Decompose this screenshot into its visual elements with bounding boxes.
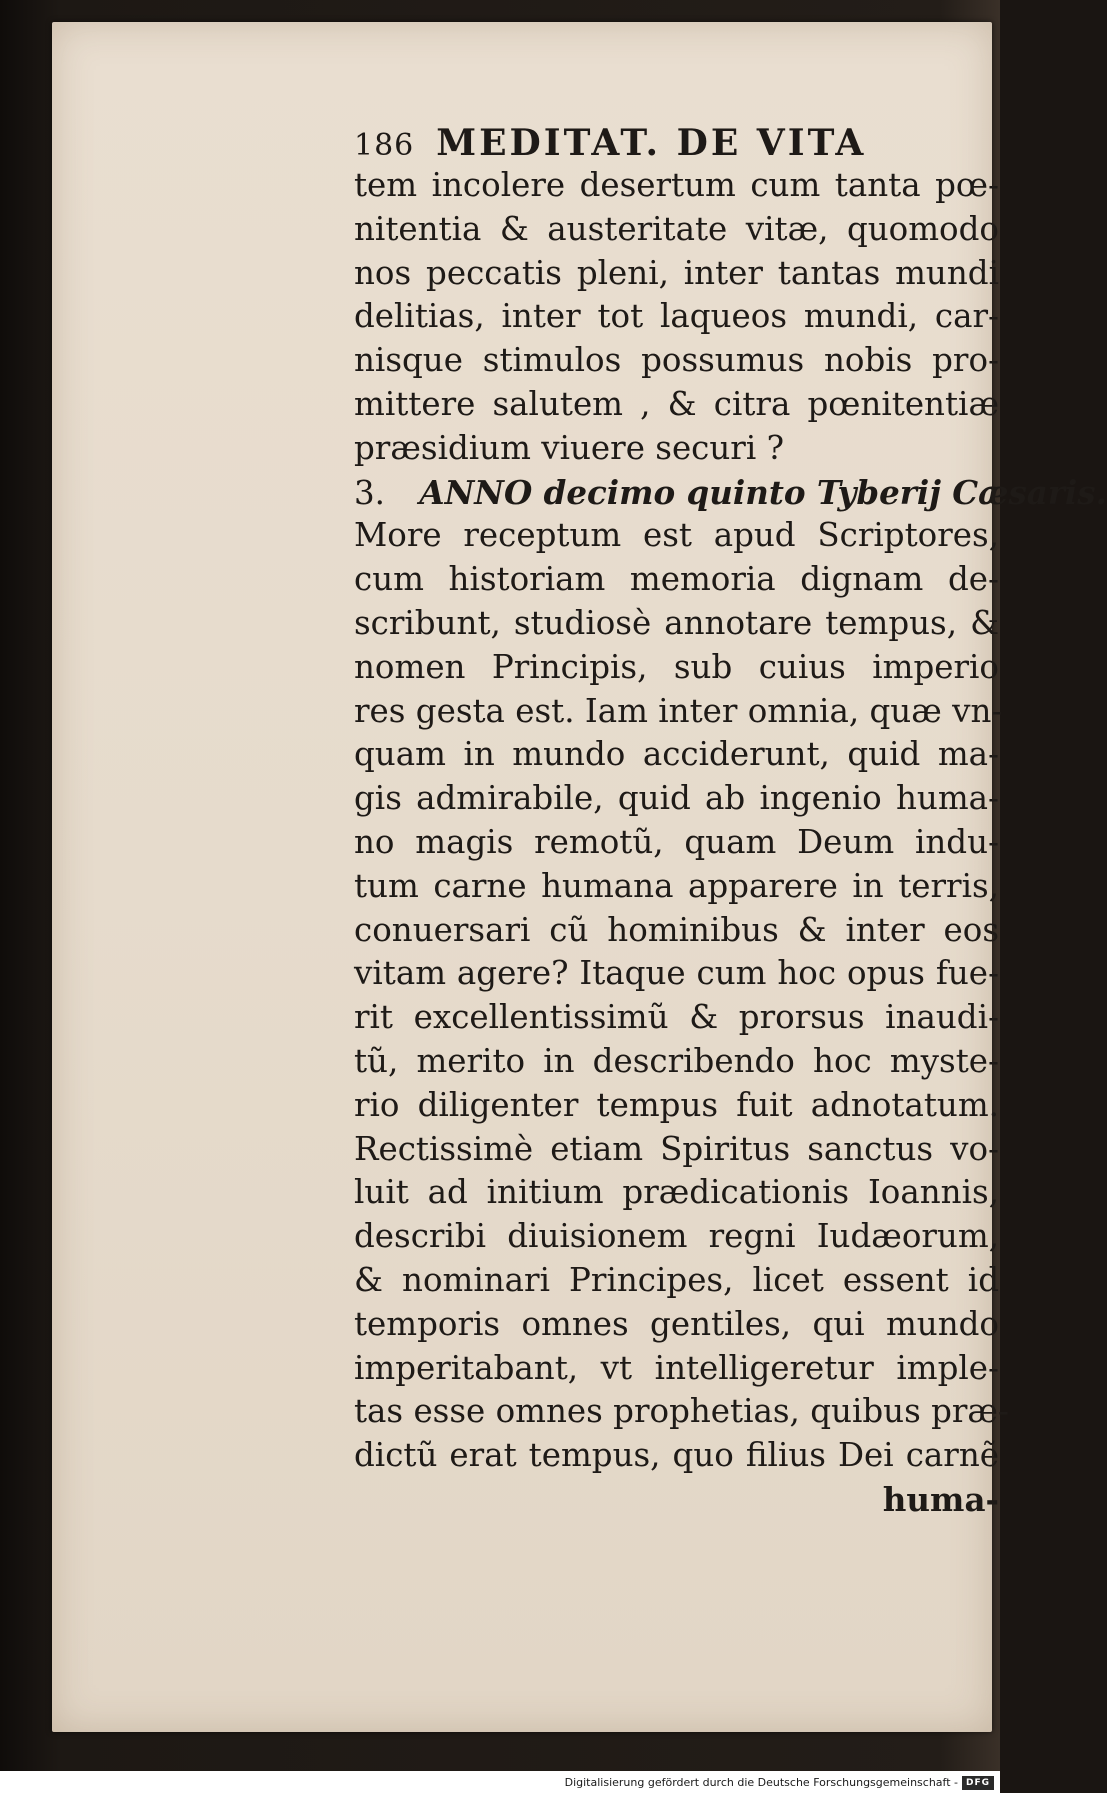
text-line: & nominari Principes, licet essent id: [354, 1260, 999, 1299]
text-line: gis admirabile, quid ab ingenio huma-: [354, 779, 999, 818]
text-line: temporis omnes gentiles, qui mundo: [354, 1304, 999, 1343]
text-line: tum carne humana apparere in terris,: [354, 866, 999, 905]
text-line: describi diuisionem regni Iudæorum,: [354, 1217, 999, 1256]
text-line: vitam agere? Itaque cum hoc opus fue-: [354, 954, 999, 993]
verse-heading: [354, 471, 1107, 515]
running-header: [354, 122, 999, 164]
text-line: nos peccatis pleni, inter tantas mundi: [354, 253, 999, 292]
text-line: imperitabant, vt intelligeretur imple-: [354, 1348, 999, 1387]
text-line: nitentia & austeritate vitæ, quomodo: [354, 209, 999, 248]
text-line: tas esse omnes prophetias, quibus præ-: [354, 1392, 1009, 1431]
text-line: no magis remotũ, quam Deum indu-: [354, 822, 999, 861]
text-line: rit excellentissimũ & prorsus inaudi-: [354, 998, 999, 1037]
text-line: More receptum est apud Scriptores,: [354, 516, 999, 555]
text-line: Rectissimè etiam Spiritus sanctus vo-: [354, 1129, 999, 1168]
book-page: [52, 22, 1107, 1732]
text-line: cum historiam memoria dignam de-: [354, 560, 999, 599]
text-line: delitias, inter tot laqueos mundi, car-: [354, 297, 999, 336]
text-line: rio diligenter tempus fuit adnotatum.: [354, 1085, 999, 1124]
text-line: nisque stimulos possumus nobis pro-: [354, 341, 999, 380]
text-line: luit ad initium prædicationis Ioannis,: [354, 1173, 999, 1212]
page-number: 186: [354, 128, 415, 163]
text-line: dictũ erat tempus, quo filius Dei carnẽ: [354, 1436, 999, 1475]
text-line: conuersari cũ hominibus & inter eos: [354, 910, 999, 949]
text-line: mittere salutem , & citra pœnitentiæ: [354, 384, 999, 423]
text-line: res gesta est. Iam inter omnia, quæ vn-: [354, 691, 1003, 730]
text-line: quam in mundo acciderunt, quid ma-: [354, 735, 999, 774]
verse-number: 3.: [354, 473, 386, 512]
verse-lemma: ANNO decimo quinto Tyberij Cæsaris.: [419, 472, 1107, 512]
digitization-note: Digitalisierung gefördert durch die Deutsche Forschungsgemeinschaft -: [564, 1776, 958, 1789]
dfg-logo: DFG: [962, 1776, 994, 1790]
catchword: huma-: [882, 1479, 999, 1519]
text-block: [354, 122, 1107, 1522]
footer-band: [0, 1771, 1000, 1793]
text-line: tem incolere desertum cum tanta pœ-: [354, 166, 999, 204]
text-line: scribunt, studiosè annotare tempus, &: [354, 603, 999, 642]
text-line: præsidium viuere securi ?: [354, 428, 784, 467]
running-title: MEDITAT. DE VITA: [436, 122, 867, 164]
text-line: nomen Principis, sub cuius imperio: [354, 647, 999, 686]
text-line: tũ, merito in describendo hoc myste-: [354, 1041, 999, 1080]
